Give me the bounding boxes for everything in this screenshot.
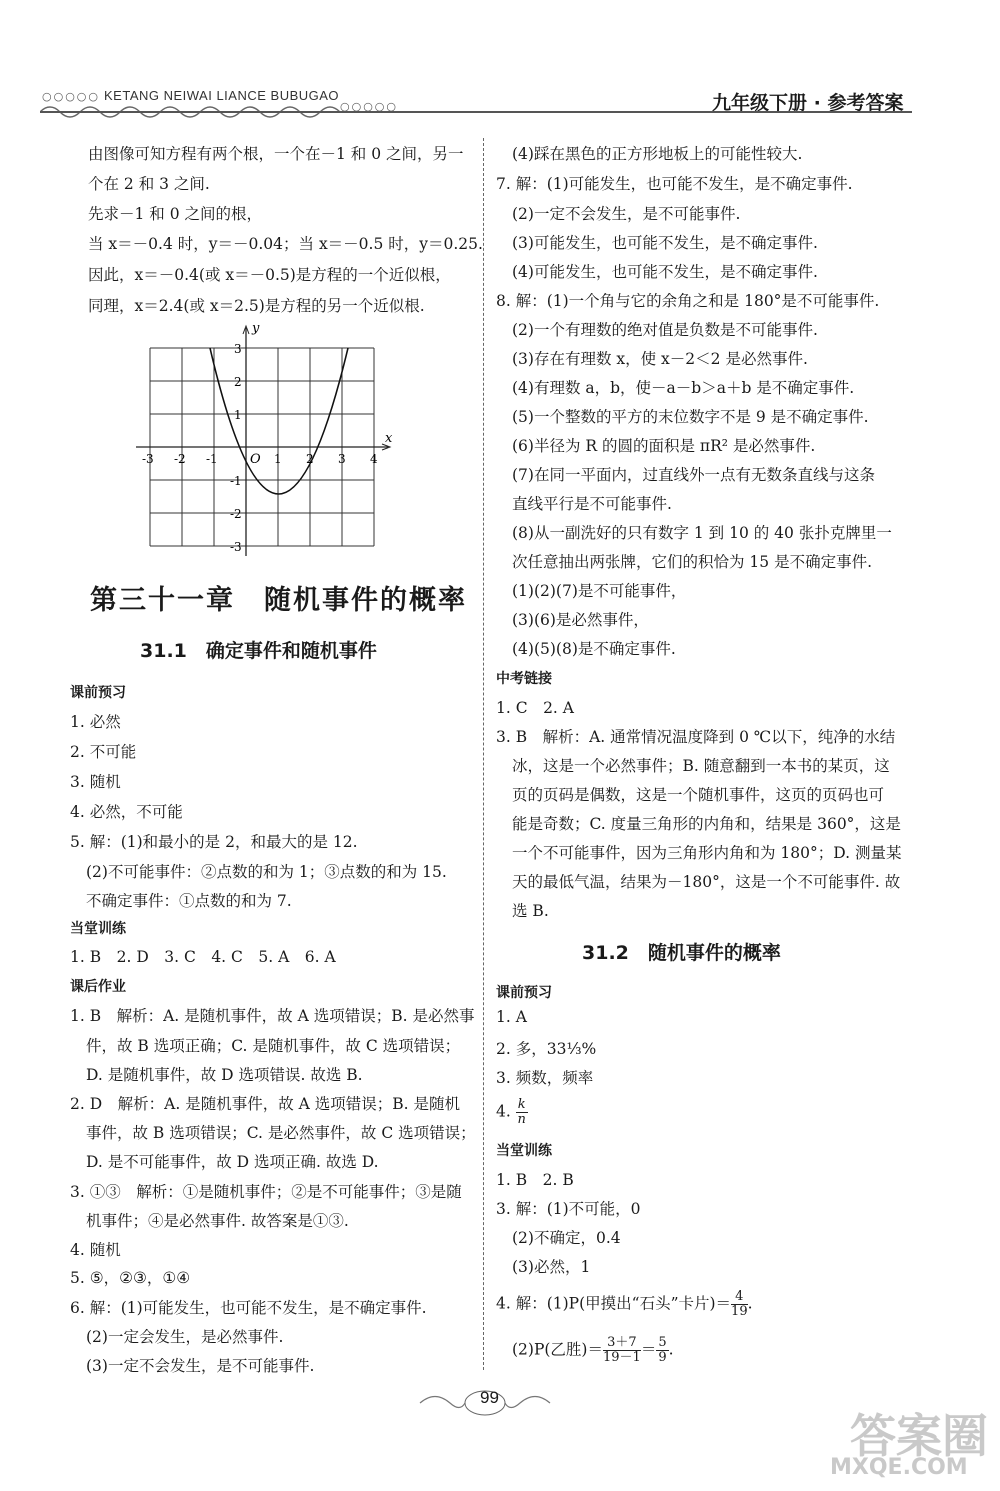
chapter-title: 第三十一章 随机事件的概率 (90, 585, 467, 616)
x-tick-label: -2 (174, 452, 186, 466)
homework-line: 4. 随机 (70, 1241, 121, 1259)
fraction-denominator: 19 (731, 1304, 748, 1319)
preview-line: 1. A (496, 1008, 527, 1026)
intro-line: 当 x＝－0.4 时，y＝－0.04；当 x＝－0.5 时，y＝0.25. (88, 235, 483, 253)
answer-line: 7. 解：(1)可能发生，也可能不发生，是不确定事件. (496, 175, 853, 193)
watermark-logo: 答案圈 (850, 1409, 988, 1463)
preview-line: 3. 随机 (70, 773, 121, 791)
homework-line: (3)一定不会发生，是不可能事件. (86, 1357, 315, 1375)
y-tick-label: 3 (234, 342, 242, 356)
preview-line: 5. 解：(1)和最小的是 2，和最大的是 12. (70, 833, 358, 851)
fraction-numerator: k (517, 1097, 526, 1112)
answer-line: (3)(6)是必然事件， (512, 611, 649, 629)
intro-line: 同理，x＝2.4(或 x＝2.5)是方程的另一个近似根. (88, 297, 425, 315)
header-title: 九年级下册 · 参考答案 (712, 92, 904, 114)
parabola-graph (130, 320, 400, 560)
class-line: 3. 解：(1)不可能，0 (496, 1200, 641, 1218)
fraction-denominator: 19－1 (602, 1350, 641, 1365)
section-title: 31.1 确定事件和随机事件 (140, 640, 377, 662)
column-divider (483, 138, 484, 1370)
header-ornament (40, 100, 912, 124)
answer-line: (7)在同一平面内，过直线外一点有无数条直线与这条 (512, 466, 875, 484)
intro-line: 个在 2 和 3 之间. (88, 175, 210, 193)
homework-line: 件，故 B 选项正确；C. 是随机事件，故 C 选项错误； (86, 1037, 461, 1055)
homework-line: 1. B 解析：A. 是随机事件，故 A 选项错误；B. 是必然事 (70, 1007, 475, 1025)
class-line: 1. B 2. B (496, 1171, 574, 1189)
homework-line: 2. D 解析：A. 是随机事件，故 A 选项错误；B. 是随机 (70, 1095, 460, 1113)
y-tick-label: 1 (234, 408, 242, 422)
y-axis-label: y (252, 321, 260, 336)
x-tick-label: 1 (274, 452, 282, 466)
answer-line: (4)可能发生，也可能不发生，是不确定事件. (512, 263, 818, 281)
homework-line: D. 是随机事件，故 D 选项错误. 故选 B. (86, 1066, 363, 1084)
preview-line: 2. 多，33⅓% (496, 1040, 597, 1058)
label-class-training: 当堂训练 (70, 921, 126, 937)
p1-prefix: 4. 解：(1)P(甲摸出“石头”卡片)＝ (496, 1294, 732, 1313)
preview-line: 不确定事件：①点数的和为 7. (86, 892, 292, 910)
label-preview: 课前预习 (70, 685, 126, 701)
y-tick-label: -1 (230, 474, 242, 488)
probability-line (512, 1336, 674, 1365)
x-tick-label: -3 (142, 452, 154, 466)
fraction-sum (603, 1336, 641, 1365)
fraction-numerator: 4 (731, 1290, 748, 1305)
answer-line: 次任意抽出两张牌，它们的积恰为 15 是不确定事件. (512, 553, 873, 571)
parabola-curve (210, 348, 348, 494)
fraction-denominator: n (517, 1112, 526, 1127)
fraction-numerator: 5 (658, 1335, 667, 1350)
exam-line: 3. B 解析：A. 通常情况温度降到 0 ℃以下，纯净的水结 (496, 728, 896, 746)
p2-suffix: . (668, 1340, 674, 1359)
class-line: (2)不确定，0.4 (512, 1229, 621, 1247)
answer-line: (4)有理数 a，b，使－a－b＞a＋b 是不确定事件. (512, 379, 855, 397)
class-line: (3)必然，1 (512, 1258, 591, 1276)
fraction-4-over-19 (731, 1290, 748, 1319)
label-exam-link: 中考链接 (496, 671, 552, 687)
exam-line: 页的页码是偶数，这是一个随机事件，这页的页码也可 (512, 786, 885, 804)
label-preview: 课前预习 (496, 985, 552, 1001)
p1-suffix: . (747, 1294, 753, 1313)
header-logo: KETANG NEIWAI LIANCE BUBUGAO (104, 88, 340, 103)
section-title: 31.2 随机事件的概率 (582, 942, 781, 964)
exam-line: 能是奇数；C. 度量三角形的内角和，结果是 360°，这是 (512, 815, 901, 833)
preview-line: (2)不可能事件：②点数的和为 1；③点数的和为 15. (86, 863, 447, 881)
label-class-training: 当堂训练 (496, 1143, 552, 1159)
class-answers: 1. B 2. D 3. C 4. C 5. A 6. A (70, 948, 336, 966)
answer-line: (2)一个有理数的绝对值是负数是不可能事件. (512, 321, 818, 339)
homework-line: 6. 解：(1)可能发生，也可能不发生，是不确定事件. (70, 1299, 427, 1317)
answer-line: (3)可能发生，也可能不发生，是不确定事件. (512, 234, 818, 252)
header-dots-left: ○○○○○ (42, 90, 100, 103)
preview-line: 1. 必然 (70, 713, 121, 731)
answer-line: (1)(2)(7)是不可能事件， (512, 582, 687, 600)
homework-line: 事件，故 B 选项错误；C. 是必然事件，故 C 选项错误； (86, 1124, 476, 1142)
preview-line: 2. 不可能 (70, 743, 137, 761)
x-tick-label: -1 (206, 452, 218, 466)
answer-line: (5)一个整数的平方的末位数字不是 9 是不确定事件. (512, 408, 869, 426)
answer-line: (4)(5)(8)是不确定事件. (512, 640, 676, 658)
exam-line: 天的最低气温，结果为－180°，这是一个不可能事件. 故 (512, 873, 901, 891)
header-dots-right: ○○○○○ (340, 100, 398, 113)
homework-line: 机事件；④是必然事件. 故答案是①③. (86, 1212, 349, 1230)
answer-line: 8. 解：(1)一个角与它的余角之和是 180°是不可能事件. (496, 292, 880, 310)
preview-line: 3. 频数，频率 (496, 1069, 594, 1087)
homework-line: (2)一定会发生，是必然事件. (86, 1328, 284, 1346)
homework-line: 3. ①③ 解析：①是随机事件；②是不可能事件；③是随 (70, 1183, 462, 1201)
answer-line: (4)踩在黑色的正方形地板上的可能性较大. (512, 145, 803, 163)
page-number: 99 (480, 1388, 499, 1407)
q4-prefix: 4. (496, 1102, 511, 1121)
exam-line: 冰，这是一个必然事件；B. 随意翻到一本书的某页，这 (512, 757, 890, 775)
fraction-denominator: 9 (658, 1350, 667, 1365)
y-tick-label: 2 (234, 375, 242, 389)
preview-line: 4. 必然，不可能 (70, 803, 183, 821)
fraction-5-over-9 (656, 1336, 668, 1365)
probability-line (496, 1290, 753, 1319)
x-tick-label: 3 (338, 452, 346, 466)
y-tick-label: -2 (230, 507, 242, 521)
exam-line: 选 B. (512, 902, 549, 920)
y-tick-label: -3 (230, 540, 242, 554)
p2-equals: ＝ (640, 1340, 657, 1359)
exam-line: 一个不可能事件，因为三角形内角和为 180°；D. 测量某 (512, 844, 902, 862)
preview-line-fraction (496, 1098, 528, 1127)
answer-line: 直线平行是不可能事件. (512, 495, 672, 513)
watermark-url: MXQE.COM (830, 1455, 968, 1480)
answer-line: (8)从一副洗好的只有数字 1 到 10 的 40 张扑克牌里一 (512, 524, 892, 542)
intro-line: 因此，x＝－0.4(或 x＝－0.5)是方程的一个近似根， (88, 266, 451, 284)
fraction-numerator: 3＋7 (603, 1336, 641, 1351)
x-tick-label: 4 (370, 452, 378, 466)
homework-line: 5. ⑤，②③，①④ (70, 1269, 191, 1287)
intro-line: 先求－1 和 0 之间的根， (88, 205, 263, 223)
label-homework: 课后作业 (70, 979, 126, 995)
p2-prefix: (2)P(乙胜)＝ (512, 1340, 603, 1359)
fraction-k-over-n (516, 1098, 528, 1127)
x-tick-label: 2 (306, 452, 314, 466)
exam-line: 1. C 2. A (496, 699, 574, 717)
answer-line: (2)一定不会发生，是不可能事件. (512, 205, 741, 223)
answer-line: (3)存在有理数 x，使 x－2＜2 是必然事件. (512, 350, 808, 368)
origin-label: O (250, 452, 261, 467)
answer-line: (6)半径为 R 的圆的面积是 πR² 是必然事件. (512, 437, 816, 455)
intro-line: 由图像可知方程有两个根，一个在－1 和 0 之间，另一 (88, 145, 464, 163)
x-axis-label: x (385, 431, 393, 446)
homework-line: D. 是不可能事件，故 D 选项正确. 故选 D. (86, 1153, 379, 1171)
